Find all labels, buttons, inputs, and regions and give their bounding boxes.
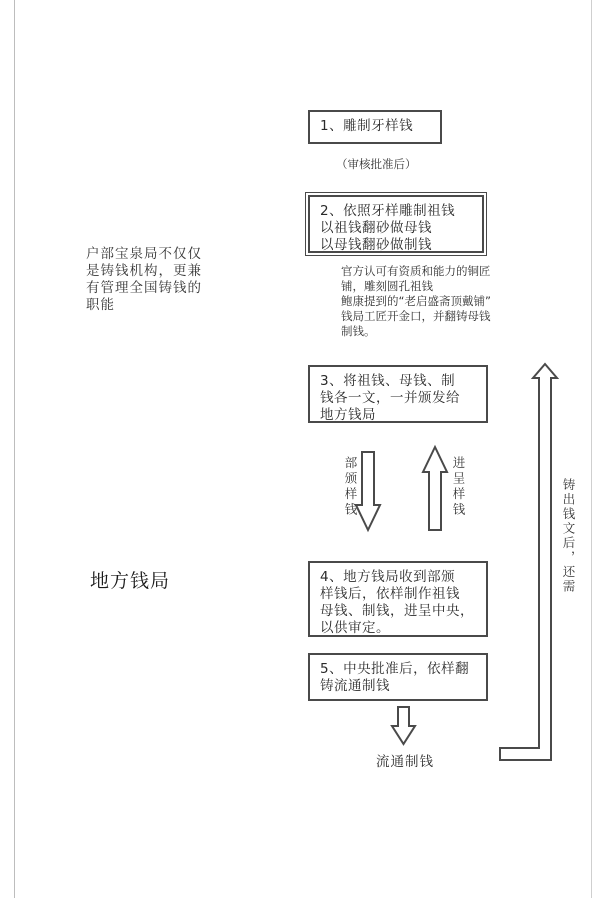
circulation-label: 流通制钱 xyxy=(376,754,434,770)
down-arrow-label: 部颁样钱 xyxy=(343,456,358,518)
right-side-label: 铸出钱文后，还需 xyxy=(561,478,576,594)
craftsmen-note: 官方认可有资质和能力的铜匠 铺，雕刻圆孔祖钱 鲍康提到的“老启盛斋顶戴铺” 钱局工匠开金口，并翻铸母钱 制钱。 xyxy=(341,264,491,338)
review-note: （审核批准后） xyxy=(336,157,417,171)
local-mint-label: 地方钱局 xyxy=(90,570,171,592)
step-4-box: 4、地方钱局收到部颁 样钱后，依样制作祖钱 母钱、制钱，进呈中央， 以供审定。 xyxy=(308,561,488,637)
return-arrow-icon xyxy=(500,364,557,760)
up-arrow-label: 进呈样钱 xyxy=(451,456,466,518)
ministry-note: 户部宝泉局不仅仅 是铸钱机构，更兼 有管理全国铸钱的 职能 xyxy=(86,246,202,313)
step-5-box: 5、中央批准后，依样翻 铸流通制钱 xyxy=(308,653,488,701)
up-arrow-icon xyxy=(423,447,447,530)
down-arrow-icon xyxy=(356,452,380,530)
step-2-box: 2、依照牙样雕制祖钱 以祖钱翻砂做母钱 以母钱翻砂做制钱 xyxy=(308,195,484,253)
step-1-box: 1、雕制牙样钱 xyxy=(308,110,442,144)
step-3-box: 3、将祖钱、母钱、制 钱各一文，一并颁发给 地方钱局 xyxy=(308,365,488,423)
circulation-arrow-icon xyxy=(392,707,415,744)
